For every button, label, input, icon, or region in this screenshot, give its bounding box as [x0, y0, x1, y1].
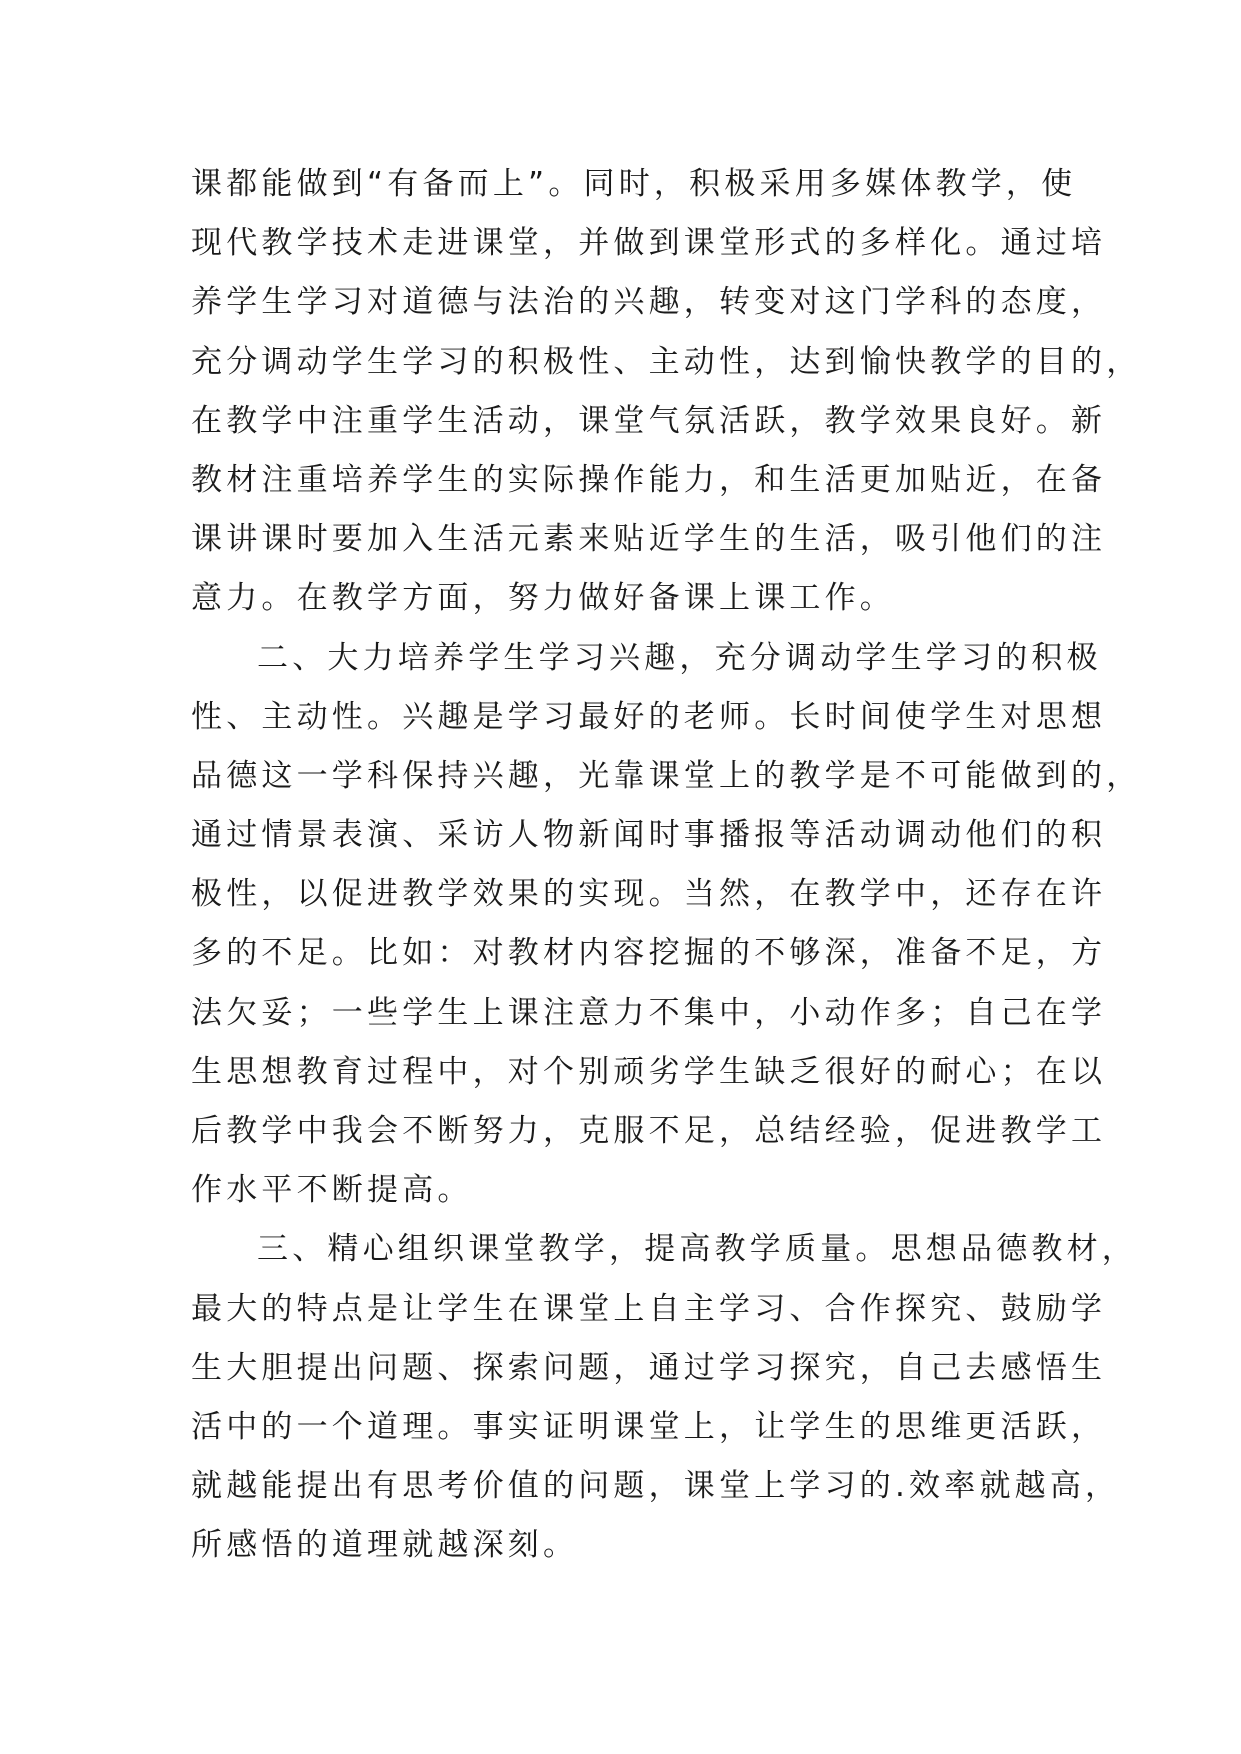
body-text [191, 155, 1142, 1576]
paragraph-start-line: 三、精心组织课堂教学，提高教学质量。思想品德教材， [257, 1231, 1137, 1268]
text-line: 课讲课时要加入生活元素来贴近学生的生活，吸引他们的注 [191, 521, 1107, 558]
paragraph-start-line: 二、大力培养学生学习兴趣，充分调动学生学习的积极 [257, 639, 1102, 676]
text-line: 最大的特点是让学生在课堂上自主学习、合作探究、鼓励学 [191, 1290, 1107, 1327]
text-line: 就越能提出有思考价值的问题，课堂上学习的.效率就越高， [191, 1468, 1121, 1505]
text-line: 课都能做到“有备而上”。同时，积极采用多媒体教学，使 [191, 166, 1077, 202]
text-line: 性、主动性。兴趣是学习最好的老师。长时间使学生对思想 [191, 698, 1107, 735]
text-line: 在教学中注重学生活动，课堂气氛活跃，教学效果良好。新 [191, 402, 1107, 439]
text-line: 生思想教育过程中，对个别顽劣学生缺乏很好的耐心；在以 [191, 1053, 1107, 1090]
text-line: 通过情景表演、采访人物新闻时事播报等活动调动他们的积 [191, 817, 1107, 854]
text-line: 后教学中我会不断努力，克服不足，总结经验，促进教学工 [191, 1113, 1107, 1149]
text-line: 教材注重培养学生的实际操作能力，和生活更加贴近，在备 [191, 461, 1107, 498]
text-line: 充分调动学生学习的积极性、主动性，达到愉快教学的目的， [191, 343, 1142, 380]
text-line: 极性，以促进教学效果的实现。当然，在教学中，还存在许 [191, 876, 1107, 913]
text-line: 所感悟的道理就越深刻。 [191, 1527, 579, 1564]
text-line: 多的不足。比如：对教材内容挖掘的不够深，准备不足，方 [191, 935, 1107, 972]
text-line: 养学生学习对道德与法治的兴趣，转变对这门学科的态度， [191, 284, 1107, 321]
text-line: 现代教学技术走进课堂，并做到课堂形式的多样化。通过培 [191, 225, 1107, 262]
text-line: 活中的一个道理。事实证明课堂上，让学生的思维更活跃， [191, 1408, 1107, 1445]
text-line: 生大胆提出问题、探索问题，通过学习探究，自己去感悟生 [191, 1349, 1107, 1386]
text-line: 作水平不断提高。 [191, 1172, 473, 1209]
text-line: 法欠妥；一些学生上课注意力不集中，小动作多；自己在学 [191, 994, 1107, 1031]
text-line: 品德这一学科保持兴趣，光靠课堂上的教学是不可能做到的， [191, 757, 1142, 794]
text-line: 意力。在教学方面，努力做好备课上课工作。 [191, 580, 895, 617]
